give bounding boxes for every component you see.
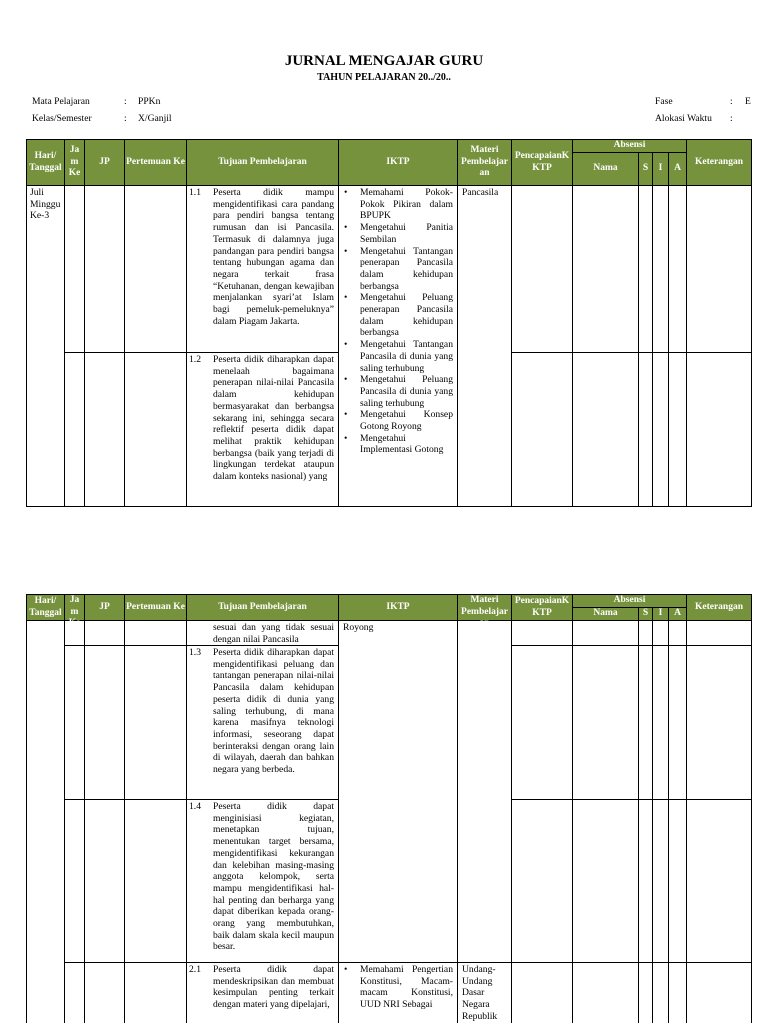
pencapaian-kktp-cell — [512, 646, 573, 800]
alokasi-waktu-separator: : — [730, 113, 733, 124]
mata-pelajaran-value: PPKn — [138, 96, 161, 107]
tujuan-cell — [187, 186, 339, 353]
header-i: I — [653, 608, 669, 621]
keterangan-cell — [687, 186, 752, 353]
jp-cell — [85, 800, 125, 963]
kelas-semester-value: X/Ganjil — [138, 113, 172, 124]
jam-ke-cell — [65, 800, 85, 963]
keterangan-cell — [687, 353, 752, 507]
s-cell — [639, 353, 653, 507]
fase-value: E — [745, 96, 751, 107]
header-i: I — [653, 153, 669, 186]
header-jam-ke: Jam Ke — [65, 595, 85, 621]
s-cell — [639, 963, 653, 1023]
tujuan-text: sesuai dan yang tidak sesuai dengan nilai Pancasila — [213, 622, 334, 645]
hari-tanggal-cell: Juli Minggu Ke-3 — [27, 186, 65, 507]
iktp-item: • Mengetahui Konsep Gotong Royong — [343, 409, 453, 432]
nama-cell — [573, 963, 639, 1023]
kelas-semester-label: Kelas/Semester — [32, 113, 92, 124]
iktp-item: • Mengetahui Peluang penerapan Pancasila dalam kehidupan berbangsa — [343, 292, 453, 339]
iktp-item: • Mengetahui Panitia Sembilan — [343, 222, 453, 245]
s-cell — [639, 800, 653, 963]
keterangan-cell — [687, 800, 752, 963]
tujuan-text: Peserta didik dapat mendeskripsikan dan membuat kesimpulan penting terkait dengan materi yang dipelajari, — [213, 964, 334, 1011]
iktp-item: • Mengetahui Implementasi Gotong — [343, 433, 453, 456]
mata-pelajaran-separator: : — [124, 96, 127, 107]
tujuan-text: Peserta didik mampu mengidentifikasi cara pandang para pendiri bangsa tentang rumusan dan isi Pancasila. Termasuk di dalamnya juga pandangan para pendiri bangsa tentang hubungan agama dan negara terkait frasa “Ketuhanan, dengan kewajiban menjalankan syari’at Islam bagi pemeluk-pemeluknya” dalam Piagam Jakarta. — [213, 187, 334, 327]
journal-table-page-1 — [26, 139, 752, 507]
tujuan-number: 2.1 — [189, 964, 201, 975]
header-hari-tanggal: Hari/ Tanggal — [27, 140, 65, 186]
header-iktp: IKTP — [339, 140, 458, 186]
header-s: S — [639, 608, 653, 621]
header-a: A — [669, 153, 687, 186]
i-cell — [653, 186, 669, 353]
tujuan-number — [189, 622, 213, 645]
table-row — [27, 621, 752, 646]
jp-cell — [85, 621, 125, 646]
i-cell — [653, 621, 669, 646]
jp-cell — [85, 186, 125, 353]
s-cell — [639, 621, 653, 646]
tujuan-text: Peserta didik diharapkan dapat menelaah bagaimana penerapan nilai-nilai Pancasila dalam kehidupan bermasyarakat dan berbangsa sekarang ini, sehingga secara reflektif peserta didik dapat melihat praktik kehidupan berbangsa (baik yang terjadi di lingkungan terdekat ataupun dalam konteks nasional) yang — [213, 354, 334, 483]
header-jp: JP — [85, 140, 125, 186]
header-jam-ke: Jam Ke — [65, 140, 85, 186]
header-a: A — [669, 608, 687, 621]
iktp-cell — [339, 186, 458, 507]
tujuan-cell — [187, 800, 339, 963]
journal-table-page-2 — [26, 594, 752, 1023]
pencapaian-kktp-cell — [512, 800, 573, 963]
tujuan-number: 1.2 — [189, 354, 201, 365]
header-pencapaian-kktp: PencapaianKKTP — [512, 595, 573, 621]
table-row — [27, 963, 752, 1023]
pencapaian-kktp-cell — [512, 963, 573, 1023]
header-hari-tanggal: Hari/ Tanggal — [27, 595, 65, 621]
iktp-cell — [339, 963, 458, 1023]
a-cell — [669, 621, 687, 646]
i-cell — [653, 963, 669, 1023]
i-cell — [653, 646, 669, 800]
iktp-item: • Mengetahui Tantangan penerapan Pancasila dalam kehidupan berbangsa — [343, 246, 453, 293]
header-iktp: IKTP — [339, 595, 458, 621]
nama-cell — [573, 621, 639, 646]
header-jp: JP — [85, 595, 125, 621]
pencapaian-kktp-cell — [512, 353, 573, 507]
tujuan-cell — [187, 621, 339, 646]
tujuan-text: Peserta didik dapat menginisiasi kegiatan, menetapkan tujuan, menentukan target bersama, mengidentifikasi kekurangan dan kelebihan masing-masing anggota kelompok, serta mampu mengidentifikasi hal-hal penting dan berharga yang dapat diberikan kepada orang-orang yang membutuhkan, baik dalam skala kecil maupun besar. — [213, 801, 334, 953]
iktp-continued-text: Royong — [343, 622, 374, 633]
iktp-item: • Memahami Pokok-Pokok Pikiran dalam BPUPK — [343, 187, 453, 222]
keterangan-cell — [687, 963, 752, 1023]
tujuan-cell — [187, 353, 339, 507]
a-cell — [669, 646, 687, 800]
pertemuan-ke-cell — [125, 800, 187, 963]
iktp-cell — [339, 621, 458, 963]
keterangan-cell — [687, 646, 752, 800]
pertemuan-ke-cell — [125, 963, 187, 1023]
materi-cell: Pancasila — [458, 186, 512, 507]
header-pertemuan-ke: Pertemuan Ke — [125, 140, 187, 186]
header-keterangan: Keterangan — [687, 140, 752, 186]
jam-ke-cell — [65, 186, 85, 353]
document-title: JURNAL MENGAJAR GURU — [284, 53, 484, 69]
a-cell — [669, 963, 687, 1023]
pertemuan-ke-cell — [125, 621, 187, 646]
header-nama: Nama — [573, 153, 639, 186]
a-cell — [669, 800, 687, 963]
s-cell — [639, 646, 653, 800]
jp-cell — [85, 963, 125, 1023]
a-cell — [669, 353, 687, 507]
header-absensi: Absensi — [573, 140, 687, 153]
header-s: S — [639, 153, 653, 186]
tujuan-number: 1.1 — [189, 187, 201, 198]
header-pencapaian-kktp: PencapaianKKTP — [512, 140, 573, 186]
iktp-item: • Mengetahui Tantangan Pancasila di dunia yang saling terhubung — [343, 339, 453, 374]
jam-ke-cell — [65, 963, 85, 1023]
header-pertemuan-ke: Pertemuan Ke — [125, 595, 187, 621]
materi-cell — [458, 621, 512, 963]
header-keterangan: Keterangan — [687, 595, 752, 621]
jam-ke-cell — [65, 646, 85, 800]
fase-separator: : — [730, 96, 733, 107]
pertemuan-ke-cell — [125, 353, 187, 507]
header-materi-pembelajaran: Materi Pembelajaran — [458, 595, 512, 621]
tujuan-number: 1.4 — [189, 801, 201, 812]
alokasi-waktu-label: Alokasi Waktu — [655, 113, 712, 124]
pertemuan-ke-cell — [125, 646, 187, 800]
header-materi-pembelajaran: Materi Pembelajaran — [458, 140, 512, 186]
header-nama: Nama — [573, 608, 639, 621]
keterangan-cell — [687, 621, 752, 646]
kelas-semester-separator: : — [124, 113, 127, 124]
tujuan-text: Peserta didik diharapkan dapat mengidentifikasi peluang dan tantangan penerapan nilai-nilai Pancasila dalam kehidupan peserta didik di dunia yang saling terhubung, di mana karena masifnya teknologi informasi, seseorang dapat berinteraksi dengan orang lain di wilayah, daerah dan bahkan negara yang berbeda. — [213, 647, 334, 776]
tujuan-cell — [187, 963, 339, 1023]
iktp-item: • Mengetahui Peluang Pancasila di dunia yang saling terhubung — [343, 374, 453, 409]
mata-pelajaran-label: Mata Pelajaran — [32, 96, 90, 107]
nama-cell — [573, 353, 639, 507]
pencapaian-kktp-cell — [512, 186, 573, 353]
jp-cell — [85, 353, 125, 507]
nama-cell — [573, 646, 639, 800]
table-row — [27, 186, 752, 353]
i-cell — [653, 800, 669, 963]
s-cell — [639, 186, 653, 353]
tujuan-number: 1.3 — [189, 647, 201, 658]
header-tujuan-pembelajaran: Tujuan Pembelajaran — [187, 140, 339, 186]
jp-cell — [85, 646, 125, 800]
document-subtitle: TAHUN PELAJARAN 20../20.. — [317, 72, 451, 83]
hari-tanggal-cell — [27, 621, 65, 1023]
iktp-item: • Memahami Pengertian Konstitusi, Macam-macam Konstitusi, UUD NRI Sebagai — [343, 964, 453, 1011]
materi-cell: Undang-Undang Dasar Negara Republik — [458, 963, 512, 1023]
header-absensi: Absensi — [573, 595, 687, 608]
nama-cell — [573, 186, 639, 353]
pertemuan-ke-cell — [125, 186, 187, 353]
nama-cell — [573, 800, 639, 963]
a-cell — [669, 186, 687, 353]
tujuan-cell — [187, 646, 339, 800]
header-tujuan-pembelajaran: Tujuan Pembelajaran — [187, 595, 339, 621]
jam-ke-cell — [65, 353, 85, 507]
fase-label: Fase — [655, 96, 673, 107]
i-cell — [653, 353, 669, 507]
pencapaian-kktp-cell — [512, 621, 573, 646]
